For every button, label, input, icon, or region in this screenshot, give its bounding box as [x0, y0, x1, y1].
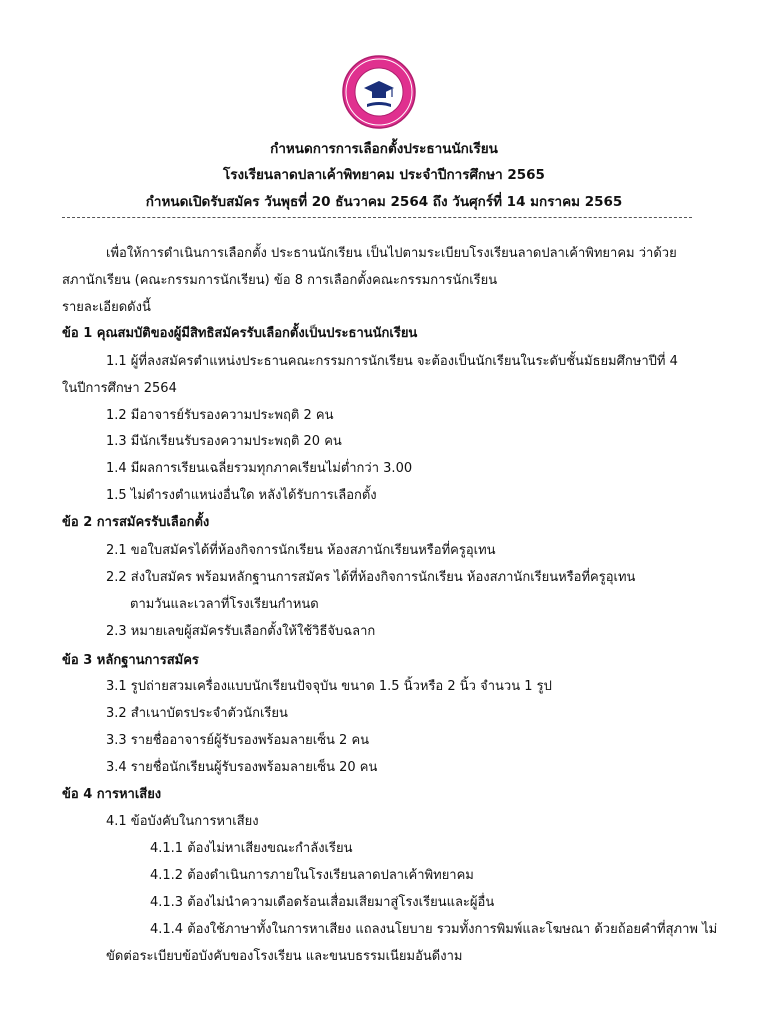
dashed-divider: [62, 217, 692, 218]
list-item: 2.2 ส่งใบสมัคร พร้อมหลักฐานการสมัคร ได้ที่ห้องกิจการนักเรียน ห้องสภานักเรียนหรือที่ครูอุเทน: [106, 570, 636, 585]
list-item: 3.1 รูปถ่ายสวมเครื่องแบบนักเรียนปัจจุบัน ขนาด 1.5 นิ้วหรือ 2 นิ้ว จำนวน 1 รูป: [106, 679, 552, 694]
list-item: 3.4 รายชื่อนักเรียนผู้รับรองพร้อมลายเซ็น 20 คน: [106, 760, 378, 775]
list-item: 4.1 ข้อบังคับในการหาเสียง: [106, 814, 259, 829]
list-item: 3.2 สำเนาบัตรประจำตัวนักเรียน: [106, 706, 288, 721]
list-item: 1.5 ไม่ดำรงตำแหน่งอื่นใด หลังได้รับการเลือกตั้ง: [106, 488, 377, 503]
section-heading: ข้อ 3 หลักฐานการสมัคร: [62, 653, 199, 668]
list-item: 3.3 รายชื่ออาจารย์ผู้รับรองพร้อมลายเซ็น 2 คน: [106, 733, 370, 748]
section-heading: ข้อ 4 การหาเสียง: [62, 787, 162, 802]
list-item: 1.3 มีนักเรียนรับรองความประพฤติ 20 คน: [106, 434, 342, 449]
list-item: ในปีการศึกษา 2564: [62, 381, 177, 396]
list-item: 4.1.4 ต้องใช้ภาษาทั้งในการหาเสียง แถลงนโยบาย รวมทั้งการพิมพ์และโฆษณา ด้วยถ้อยคำที่สุภาพ ไม่: [150, 922, 718, 937]
list-item: 4.1.1 ต้องไม่หาเสียงขณะกำลังเรียน: [150, 841, 353, 856]
list-item: 2.3 หมายเลขผู้สมัครรับเลือกตั้งให้ใช้วิธีจับฉลาก: [106, 624, 376, 639]
list-item: 2.1 ขอใบสมัครได้ที่ห้องกิจการนักเรียน ห้องสภานักเรียนหรือที่ครูอุเทน: [106, 543, 496, 558]
intro-line: เพื่อให้การดำเนินการเลือกตั้ง ประธานนักเรียน เป็นไปตามระเบียบโรงเรียนลาดปลาเค้าพิทยาคม ว่าด้วย: [106, 246, 677, 261]
list-item: 1.2 มีอาจารย์รับรองความประพฤติ 2 คน: [106, 408, 334, 423]
document-title: กำหนดการการเลือกตั้งประธานนักเรียน: [270, 141, 498, 157]
application-dates: กำหนดเปิดรับสมัคร วันพุธที่ 20 ธันวาคม 2564 ถึง วันศุกร์ที่ 14 มกราคม 2565: [145, 194, 623, 210]
list-item: 4.1.3 ต้องไม่นำความเดือดร้อนเสื่อมเสียมาสู่โรงเรียนและผู้อื่น: [150, 895, 495, 910]
section-heading: ข้อ 1 คุณสมบัติของผู้มีสิทธิสมัครรับเลือกตั้งเป็นประธานนักเรียน: [62, 326, 418, 341]
section-heading: ข้อ 2 การสมัครรับเลือกตั้ง: [62, 515, 210, 530]
list-item: ตามวันและเวลาที่โรงเรียนกำหนด: [130, 597, 319, 612]
list-item: ขัดต่อระเบียบข้อบังคับของโรงเรียน และขนบธรรมเนียมอันดีงาม: [106, 949, 463, 964]
list-item: 1.4 มีผลการเรียนเฉลี่ยรวมทุกภาคเรียนไม่ต่ำกว่า 3.00: [106, 461, 413, 476]
list-item: 4.1.2 ต้องดำเนินการภายในโรงเรียนลาดปลาเค้าพิทยาคม: [150, 868, 474, 883]
document-subtitle: โรงเรียนลาดปลาเค้าพิทยาคม ประจำปีการศึกษา 2565: [223, 167, 545, 183]
intro-line: รายละเอียดดังนี้: [62, 300, 151, 315]
list-item: 1.1 ผู้ที่ลงสมัครตำแหน่งประธานคณะกรรมการนักเรียน จะต้องเป็นนักเรียนในระดับชั้นมัธยมศึกษาปีที่ 4: [106, 354, 678, 369]
school-logo: [341, 54, 417, 130]
intro-line: สภานักเรียน (คณะกรรมการนักเรียน) ข้อ 8 การเลือกตั้งคณะกรรมการนักเรียน: [62, 273, 498, 288]
